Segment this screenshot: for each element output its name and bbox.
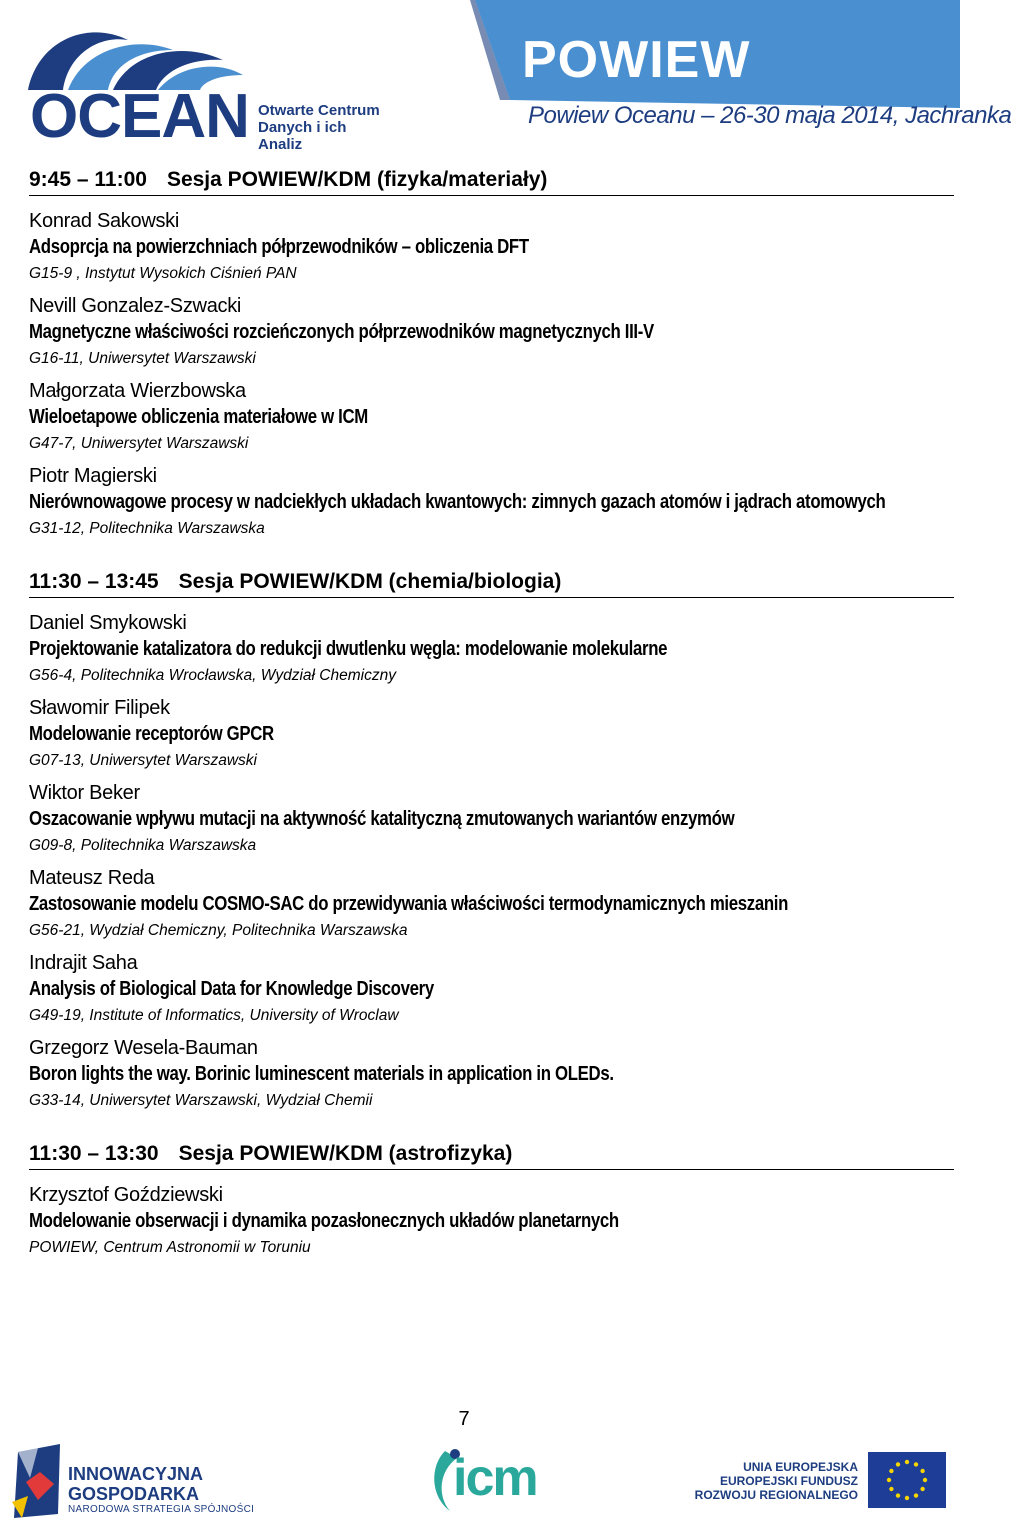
talk-item <box>29 463 954 542</box>
talk-affiliation: G33-14, Uniwersytet Warszawski, Wydział Chemii <box>29 1092 373 1109</box>
eu-star <box>920 1487 924 1491</box>
session-time: 11:30 – 13:30 <box>29 1142 159 1165</box>
eu-fund-logo <box>694 1452 946 1512</box>
talk-title: Magnetyczne właściwości rozcieńczonych półprzewodników magnetycznych III-V <box>29 321 654 343</box>
talk-item <box>29 950 954 1029</box>
talk-speaker: Piotr Magierski <box>29 465 157 487</box>
ocean-subtitle-line1: Otwarte Centrum <box>258 102 380 119</box>
talk-affiliation: G07-13, Uniwersytet Warszawski <box>29 752 257 769</box>
ig-line1: INNOWACYJNA <box>68 1464 204 1484</box>
session-header <box>29 1142 954 1170</box>
talk-title: Modelowanie obserwacji i dynamika pozasłonecznych układów planetarnych <box>29 1210 619 1232</box>
session-title: Sesja POWIEW/KDM (fizyka/materiały) <box>166 168 548 191</box>
eu-line2: EUROPEJSKI FUNDUSZ <box>719 1474 858 1488</box>
talk-affiliation: G15-9 , Instytut Wysokich Ciśnień PAN <box>29 265 297 282</box>
icm-logo-text: icm <box>453 1449 537 1507</box>
session-block <box>29 1142 954 1261</box>
talk-speaker: Daniel Smykowski <box>29 612 187 634</box>
talk-title: Nierównowagowe procesy w nadciekłych układach kwantowych: zimnych gazach atomów i jądrach atomowych <box>29 491 886 513</box>
eu-line1: UNIA EUROPEJSKA <box>743 1460 858 1474</box>
session-title: Sesja POWIEW/KDM (astrofizyka) <box>178 1142 513 1165</box>
talk-title: Analysis of Biological Data for Knowledge Discovery <box>29 978 434 1000</box>
talk-affiliation: POWIEW, Centrum Astronomii w Toruniu <box>29 1239 311 1256</box>
eu-logo-text <box>695 1460 858 1502</box>
talk-title: Modelowanie receptorów GPCR <box>29 723 274 745</box>
eu-star <box>889 1469 893 1473</box>
talk-item <box>29 1182 954 1261</box>
eu-star <box>905 1460 909 1464</box>
talk-speaker: Indrajit Saha <box>29 952 138 974</box>
icm-logo <box>425 1440 535 1520</box>
session-block <box>29 570 954 1114</box>
innowacyjna-gospodarka-logo <box>8 1442 258 1522</box>
talk-speaker: Konrad Sakowski <box>29 210 180 232</box>
session-header <box>29 168 954 196</box>
talk-speaker: Mateusz Reda <box>29 867 155 889</box>
talk-speaker: Nevill Gonzalez-Szwacki <box>29 295 242 317</box>
talk-item <box>29 208 954 287</box>
talk-title: Wieloetapowe obliczenia materiałowe w ICM <box>29 406 368 428</box>
talk-item <box>29 378 954 457</box>
talk-item <box>29 610 954 689</box>
ig-logo-text <box>68 1464 203 1504</box>
talk-affiliation: G49-19, Institute of Informatics, University of Wroclaw <box>29 1007 399 1024</box>
ocean-subtitle-line2: Danych i ich Analiz <box>258 119 347 153</box>
talk-item <box>29 1035 954 1114</box>
session-title: Sesja POWIEW/KDM (chemia/biologia) <box>178 570 562 593</box>
eu-star <box>887 1478 891 1482</box>
eu-star <box>923 1478 927 1482</box>
page-number: 7 <box>458 1408 470 1430</box>
talk-speaker: Wiktor Beker <box>29 782 140 804</box>
talk-title: Oszacowanie wpływu mutacji na aktywność katalityczną zmutowanych wariantów enzymów <box>29 808 735 830</box>
talk-item <box>29 865 954 944</box>
eu-star <box>905 1496 909 1500</box>
powiew-logo-word: POWIEW <box>522 31 751 89</box>
ocean-logo-subtitle <box>258 102 388 153</box>
talk-speaker: Sławomir Filipek <box>29 697 170 719</box>
ig-flag-icon <box>8 1442 66 1520</box>
powiew-tagline: Powiew Oceanu – 26-30 maja 2014, Jachranka <box>528 102 1011 129</box>
eu-star <box>896 1493 900 1497</box>
talk-title: Zastosowanie modelu COSMO-SAC do przewidywania właściwości termodynamicznych mieszanin <box>29 893 789 915</box>
ocean-logo <box>8 10 388 153</box>
talk-speaker: Małgorzata Wierzbowska <box>29 380 246 402</box>
talk-affiliation: G09-8, Politechnika Warszawska <box>29 837 257 854</box>
talk-affiliation: G16-11, Uniwersytet Warszawski <box>29 350 256 367</box>
session-time: 9:45 – 11:00 <box>29 168 147 191</box>
schedule-content <box>29 168 954 1289</box>
eu-star <box>920 1469 924 1473</box>
session-block <box>29 168 954 542</box>
ocean-logo-word: OCEAN <box>30 82 249 151</box>
eu-star <box>896 1462 900 1466</box>
talk-affiliation: G56-21, Wydział Chemiczny, Politechnika Warszawska <box>29 922 408 939</box>
ig-line2: GOSPODARKA <box>68 1484 200 1504</box>
talk-item <box>29 695 954 774</box>
talk-affiliation: G56-4, Politechnika Wrocławska, Wydział Chemiczny <box>29 667 396 684</box>
talk-item <box>29 780 954 859</box>
eu-flag-icon <box>868 1452 946 1508</box>
talk-affiliation: G31-12, Politechnika Warszawska <box>29 520 265 537</box>
session-time: 11:30 – 13:45 <box>29 570 159 593</box>
session-header <box>29 570 954 598</box>
eu-star <box>914 1493 918 1497</box>
powiew-logo <box>470 0 1011 142</box>
talk-title: Boron lights the way. Borinic luminescent materials in application in OLEDs. <box>29 1063 614 1085</box>
talk-title: Adsoprcja na powierzchniach półprzewodników – obliczenia DFT <box>29 236 529 258</box>
eu-star <box>889 1487 893 1491</box>
talk-speaker: Grzegorz Wesela-Bauman <box>29 1037 258 1059</box>
eu-star <box>914 1462 918 1466</box>
ig-line3: NARODOWA STRATEGIA SPÓJNOŚCI <box>68 1504 255 1515</box>
talk-title: Projektowanie katalizatora do redukcji dwutlenku węgla: modelowanie molekularne <box>29 638 668 660</box>
talk-affiliation: G47-7, Uniwersytet Warszawski <box>29 435 249 452</box>
eu-line3: ROZWOJU REGIONALNEGO <box>694 1488 858 1502</box>
talk-item <box>29 293 954 372</box>
talk-speaker: Krzysztof Goździewski <box>29 1184 223 1206</box>
